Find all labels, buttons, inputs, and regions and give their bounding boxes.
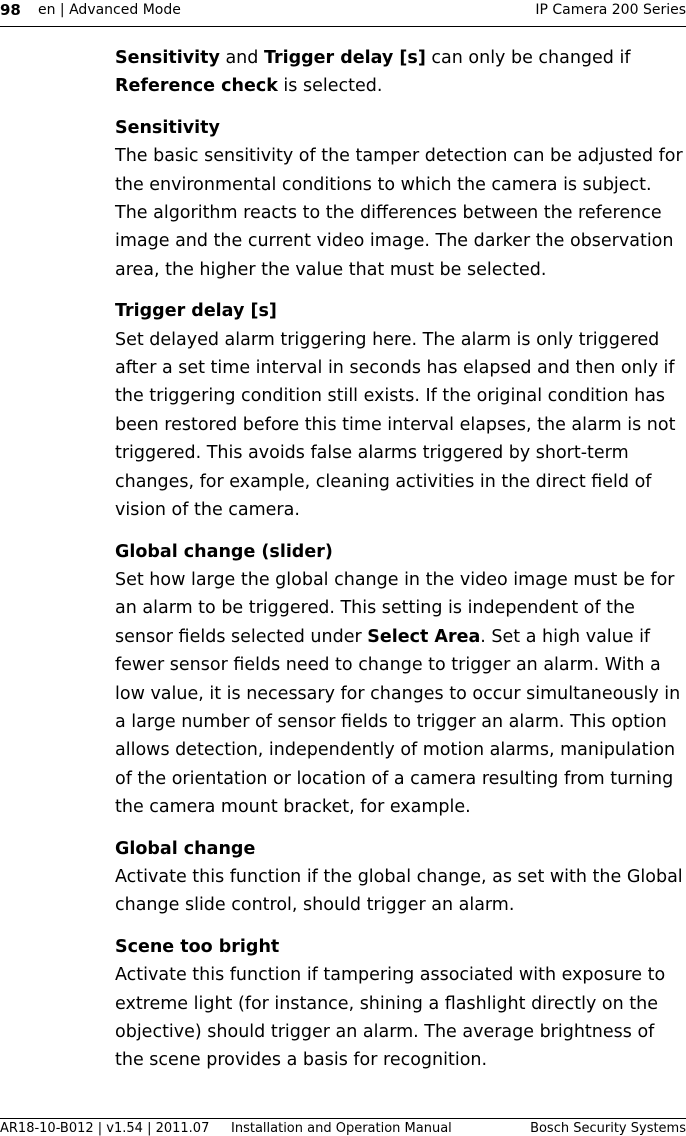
- intro-text-and: and: [219, 48, 264, 68]
- page-header: [0, 0, 686, 27]
- section-term: Trigger delay [s]: [115, 301, 277, 322]
- footer-manual-title: Installation and Operation Manual: [231, 1121, 452, 1136]
- footer-company-name: Bosch Security Systems: [530, 1121, 686, 1136]
- intro-term-sensitivity: Sensitivity: [115, 48, 220, 68]
- intro-term-reference-check: Reference check: [115, 76, 278, 97]
- section-sensitivity: [115, 114, 686, 284]
- section-scene-too-bright: [115, 933, 686, 1075]
- page-number: 98: [0, 1, 21, 19]
- section-term: Scene too bright: [115, 936, 280, 957]
- section-description: The basic sensitivity of the tamper detection can be adjusted for the environmental conditions to which the camera is subject. The algorithm reacts to the differences between the reference image and the current video image. The darker the observation area, the higher the value that must be selected.: [115, 146, 683, 280]
- section-global-change: [115, 835, 686, 920]
- section-description: Activate this function if tampering associated with exposure to extreme light (for instance, shining a flashlight directly on the objective) should trigger an alarm. The average brightness of the scene provides a basis for recognition.: [115, 965, 666, 1071]
- section-term: Sensitivity: [115, 117, 220, 138]
- header-section-title: en | Advanced Mode: [38, 2, 181, 18]
- section-term: Global change (slider): [115, 541, 333, 562]
- select-area-term: Select Area: [367, 626, 481, 647]
- header-product-name: IP Camera 200 Series: [535, 2, 686, 18]
- intro-text-mid: can only be changed if: [425, 48, 631, 68]
- page-footer: [0, 1118, 686, 1136]
- section-description: Activate this function if the global change, as set with the Global change slide control, should trigger an alarm.: [115, 866, 683, 916]
- section-global-change-slider: [115, 538, 686, 822]
- section-term: Global change: [115, 838, 256, 859]
- intro-text-end: is selected.: [277, 76, 383, 97]
- section-description-before: Set how large the global change in the video image must be for an alarm to be triggered. This setting is independent of the sensor fields selected under: [115, 569, 675, 647]
- section-trigger-delay: [115, 297, 686, 524]
- intro-paragraph: [115, 44, 686, 101]
- section-description-after: . Set a high value if fewer sensor fields need to change to trigger an alarm. With a low value, it is necessary for changes to occur simultaneously in a large number of sensor fields to trigger an alarm. This option allows detection, independently of motion alarms, manipulation of the orientation or location of a camera resulting from turning the camera mount bracket, for example.: [115, 626, 681, 818]
- section-description: Set delayed alarm triggering here. The alarm is only triggered after a set time interval in seconds has elapsed and then only if the triggering condition still exists. If the original condition has been restored before this time interval elapses, the alarm is not triggered. This avoids false alarms triggered by short-term changes, for example, cleaning activities in the direct field of vision of the camera.: [115, 329, 676, 521]
- footer-document-id: AR18-10-B012 | v1.54 | 2011.07: [0, 1121, 210, 1136]
- page-body: [115, 44, 686, 1088]
- intro-term-trigger-delay: Trigger delay [s]: [263, 48, 426, 68]
